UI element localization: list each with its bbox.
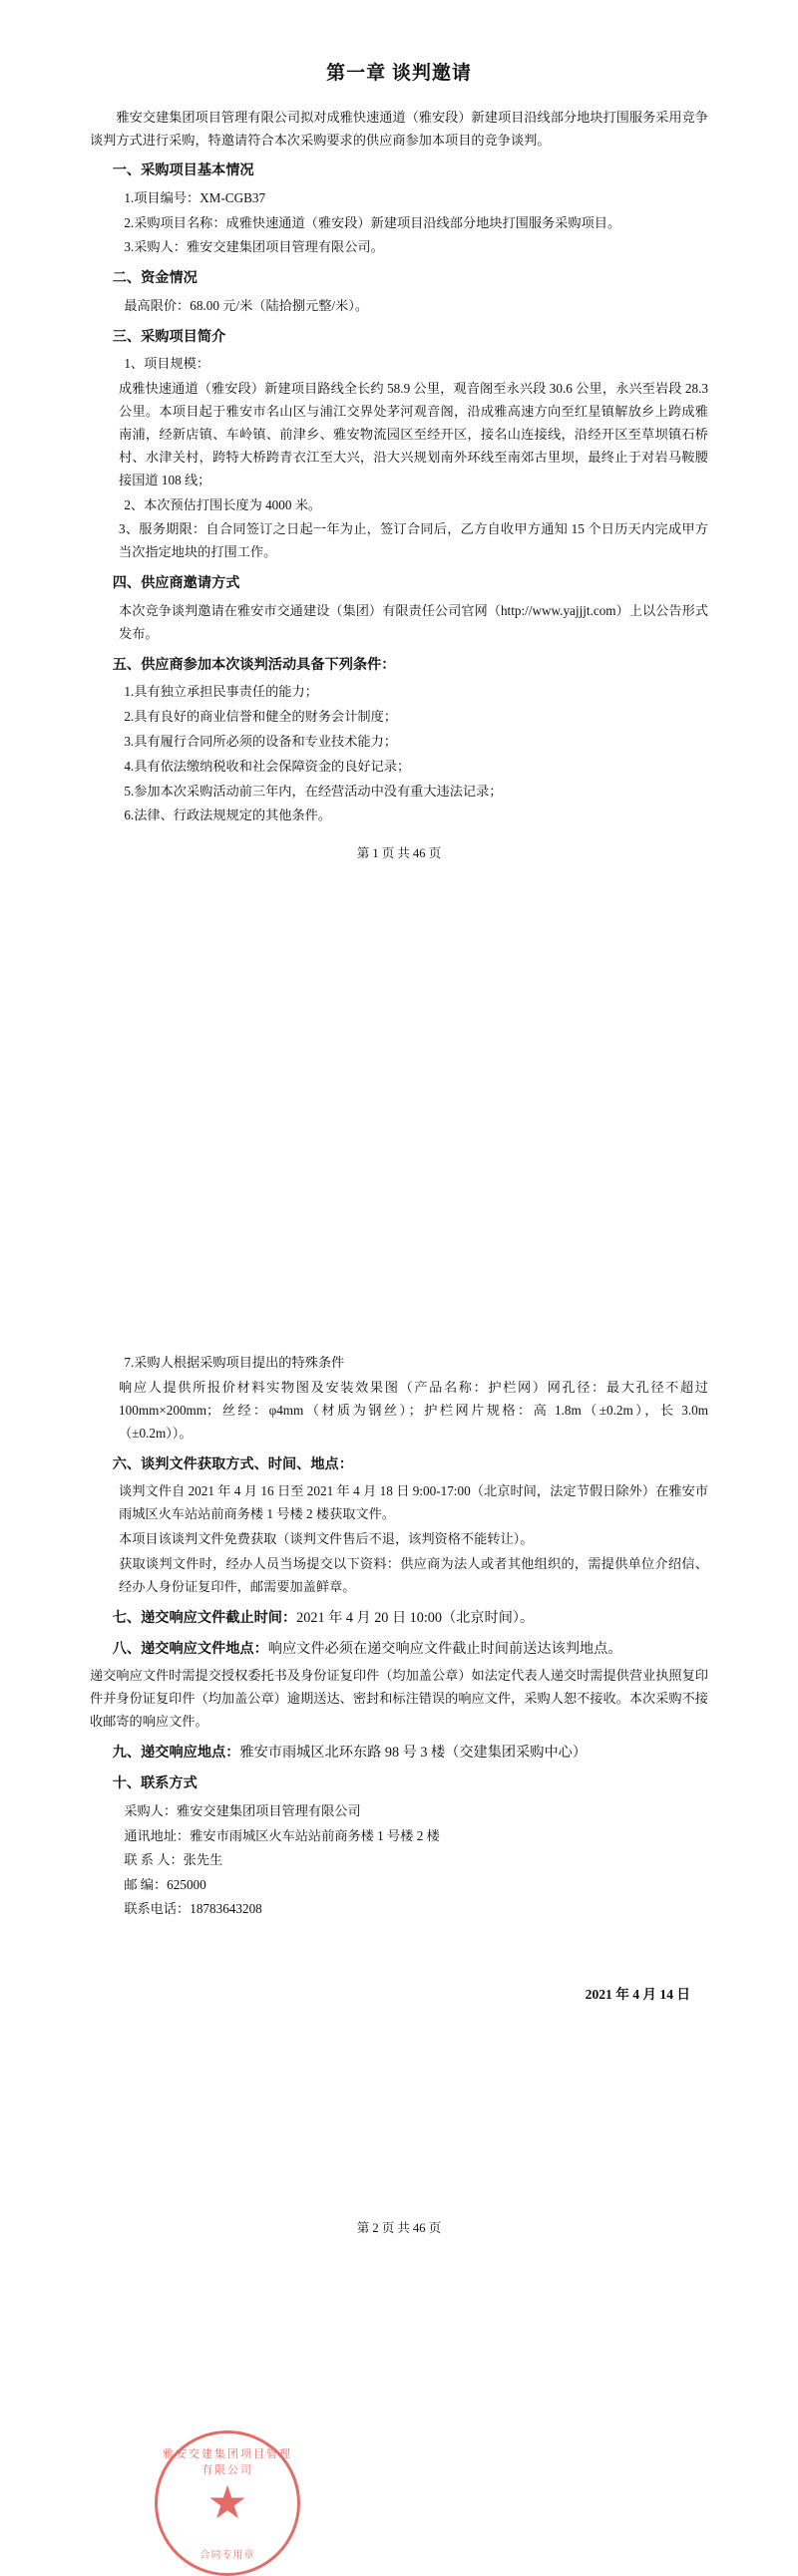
signature-date: 2021 年 4 月 14 日: [585, 1987, 690, 2003]
seal-bottom-text: 合同专用章: [200, 2550, 255, 2561]
section-1-item-2: 2.采购项目名称：成雅快速通道（雅安段）新建项目沿线部分地块打围服务采购项目。: [124, 214, 621, 230]
section-6-item-3: 获取谈判文件时，经办人员当场提交以下资料：供应商为法人或者其他组织的，需提供单位介绍信、经办人身份证复印件，邮需要加盖鲜章。: [119, 1555, 708, 1594]
section-8-heading-text: 八、递交响应文件地点：: [112, 1641, 268, 1657]
section-7-heading-suffix: 2021 年 4 月 20 日 10:00（北京时间）。: [296, 1609, 535, 1626]
section-9-heading-suffix: 雅安市雨城区北环东路 98 号 3 楼（交建集团采购中心）: [239, 1745, 588, 1762]
seal-star-icon: ★: [206, 2477, 248, 2528]
page-title: 第一章 谈判邀请: [326, 63, 472, 84]
section-5-item-6: 6.法律、行政法规规定的其他条件。: [124, 807, 332, 823]
section-heading-5: 五、供应商参加本次谈判活动具备下列条件：: [112, 656, 396, 673]
page-2-item-7-head: 7.采购人根据采购项目提出的特殊条件: [124, 1355, 345, 1370]
section-5-item-3: 3.具有履行合同所必须的设备和专业技术能力；: [124, 733, 397, 749]
section-3-item-2: 成雅快速通道（雅安段）新建项目路线全长约 58.9 公里，观音阁至永兴段 30.6 公里，永兴至岩段 28.3 公里。本项目起于雅安市名山区与浦江交界处茅河观音阁，沿成雅高速方向至红星镇解放乡上跨成雅南浦，经新店镇、车岭镇、前津乡、雅安物流园区至经开区，接名山连接线，沿经开区至草坝镇石桥村、水津关村，跨特大桥跨青衣江至大兴，沿大兴规划南外环线至南郊古里坝，最终止于对岩马鞍腰接国道 108 线；: [119, 380, 708, 487]
page-2-footer: 第 2 页 共 46 页: [356, 2221, 442, 2235]
section-5-item-1: 1.具有独立承担民事责任的能力；: [124, 683, 318, 699]
section-heading-4: 四、供应商邀请方式: [112, 575, 240, 592]
contact-address: 通讯地址：雅安市雨城区火车站站前商务楼 1 号楼 2 楼: [124, 1827, 440, 1843]
contact-postcode: 邮 编：625000: [124, 1876, 206, 1892]
intro-paragraph: 雅安交建集团项目管理有限公司拟对成雅快速通道（雅安段）新建项目沿线部分地块打围服务采用竞争谈判方式进行采购，特邀请符合本次采购要求的供应商参加本项目的竞争谈判。: [90, 110, 708, 148]
document-page-1: [0, 0, 798, 1266]
page-1-footer: 第 1 页 共 46 页: [356, 846, 442, 861]
section-8-heading-suffix: 响应文件必须在递交响应文件截止时间前送达该判地点。: [267, 1641, 622, 1657]
page-2-item-7-body: 响应人提供所报价材料实物图及安装效果图（产品名称：护栏网）网孔径：最大孔径不超过 100mm×200mm；丝经：φ4mm（材质为钢丝）；护栏网片规格：高 1.8m（±0.2m），长 3.0m（±0.2m））。: [119, 1379, 708, 1441]
page-2-top-spacer: [90, 1266, 708, 1352]
section-heading-1: 一、采购项目基本情况: [112, 162, 254, 179]
section-3-item-3: 2、本次预估打围长度为 4000 米。: [124, 496, 322, 512]
section-6-item-2: 本项目该谈判文件免费获取（谈判文件售后不退，该判资格不能转让）。: [119, 1530, 534, 1546]
section-4-item-1: 本次竞争谈判邀请在雅安市交通建设（集团）有限责任公司官网（http://www.yajjjt.com）上以公告形式发布。: [119, 602, 708, 641]
section-heading-9: [90, 1741, 708, 1765]
section-9-heading-text: 九、递交响应地点：: [112, 1745, 240, 1762]
section-heading-7: [90, 1606, 708, 1630]
contact-purchaser: 采购人：雅安交建集团项目管理有限公司: [124, 1803, 361, 1819]
document-page-2: [0, 1266, 798, 2561]
contact-phone: 联系电话：18783643208: [124, 1901, 262, 1917]
contact-person: 联 系 人：张先生: [124, 1852, 223, 1868]
section-1-item-1: 1.项目编号：XM-CGB37: [124, 189, 266, 205]
section-2-item-1: 最高限价：68.00 元/米（陆拾捌元整/米）。: [124, 297, 369, 313]
section-8-item-1: 递交响应文件时需提交授权委托书及身份证复印件（均加盖公章）如法定代表人递交时需提供营业执照复印件并身份证复印件（均加盖公章）逾期送达、密封和标注错误的响应文件，采购人恕不接收。本次采购不接收邮寄的响应文件。: [90, 1668, 708, 1730]
section-6-item-1: 谈判文件自 2021 年 4 月 16 日至 2021 年 4 月 18 日 9:00-17:00（北京时间，法定节假日除外）在雅安市雨城区火车站站前商务楼 1 号楼 2 楼获取文件。: [119, 1483, 708, 1521]
section-7-heading-text: 七、递交响应文件截止时间：: [112, 1609, 297, 1626]
section-heading-8: [90, 1637, 708, 1661]
company-seal-stamp: [155, 2430, 300, 2576]
section-heading-2: 二、资金情况: [112, 270, 198, 287]
section-heading-10: 十、联系方式: [112, 1775, 198, 1792]
section-3-item-1: 1、项目规模：: [124, 355, 210, 371]
section-1-item-3: 3.采购人：雅安交建集团项目管理有限公司。: [124, 239, 384, 255]
section-heading-6: 六、谈判文件获取方式、时间、地点：: [112, 1455, 353, 1472]
section-5-item-2: 2.具有良好的商业信誉和健全的财务会计制度；: [124, 708, 397, 724]
seal-top-text: 雅安交建集团项目管理有限公司: [163, 2448, 292, 2476]
section-5-item-5: 5.参加本次采购活动前三年内，在经营活动中没有重大违法记录；: [124, 783, 503, 799]
section-3-item-4: 3、服务期限：自合同签订之日起一年为止，签订合同后，乙方自收甲方通知 15 个日历天内完成甲方当次指定地块的打围工作。: [119, 521, 708, 560]
section-5-item-4: 4.具有依法缴纳税收和社会保障资金的良好记录；: [124, 758, 411, 774]
section-heading-3: 三、采购项目简介: [112, 328, 226, 345]
